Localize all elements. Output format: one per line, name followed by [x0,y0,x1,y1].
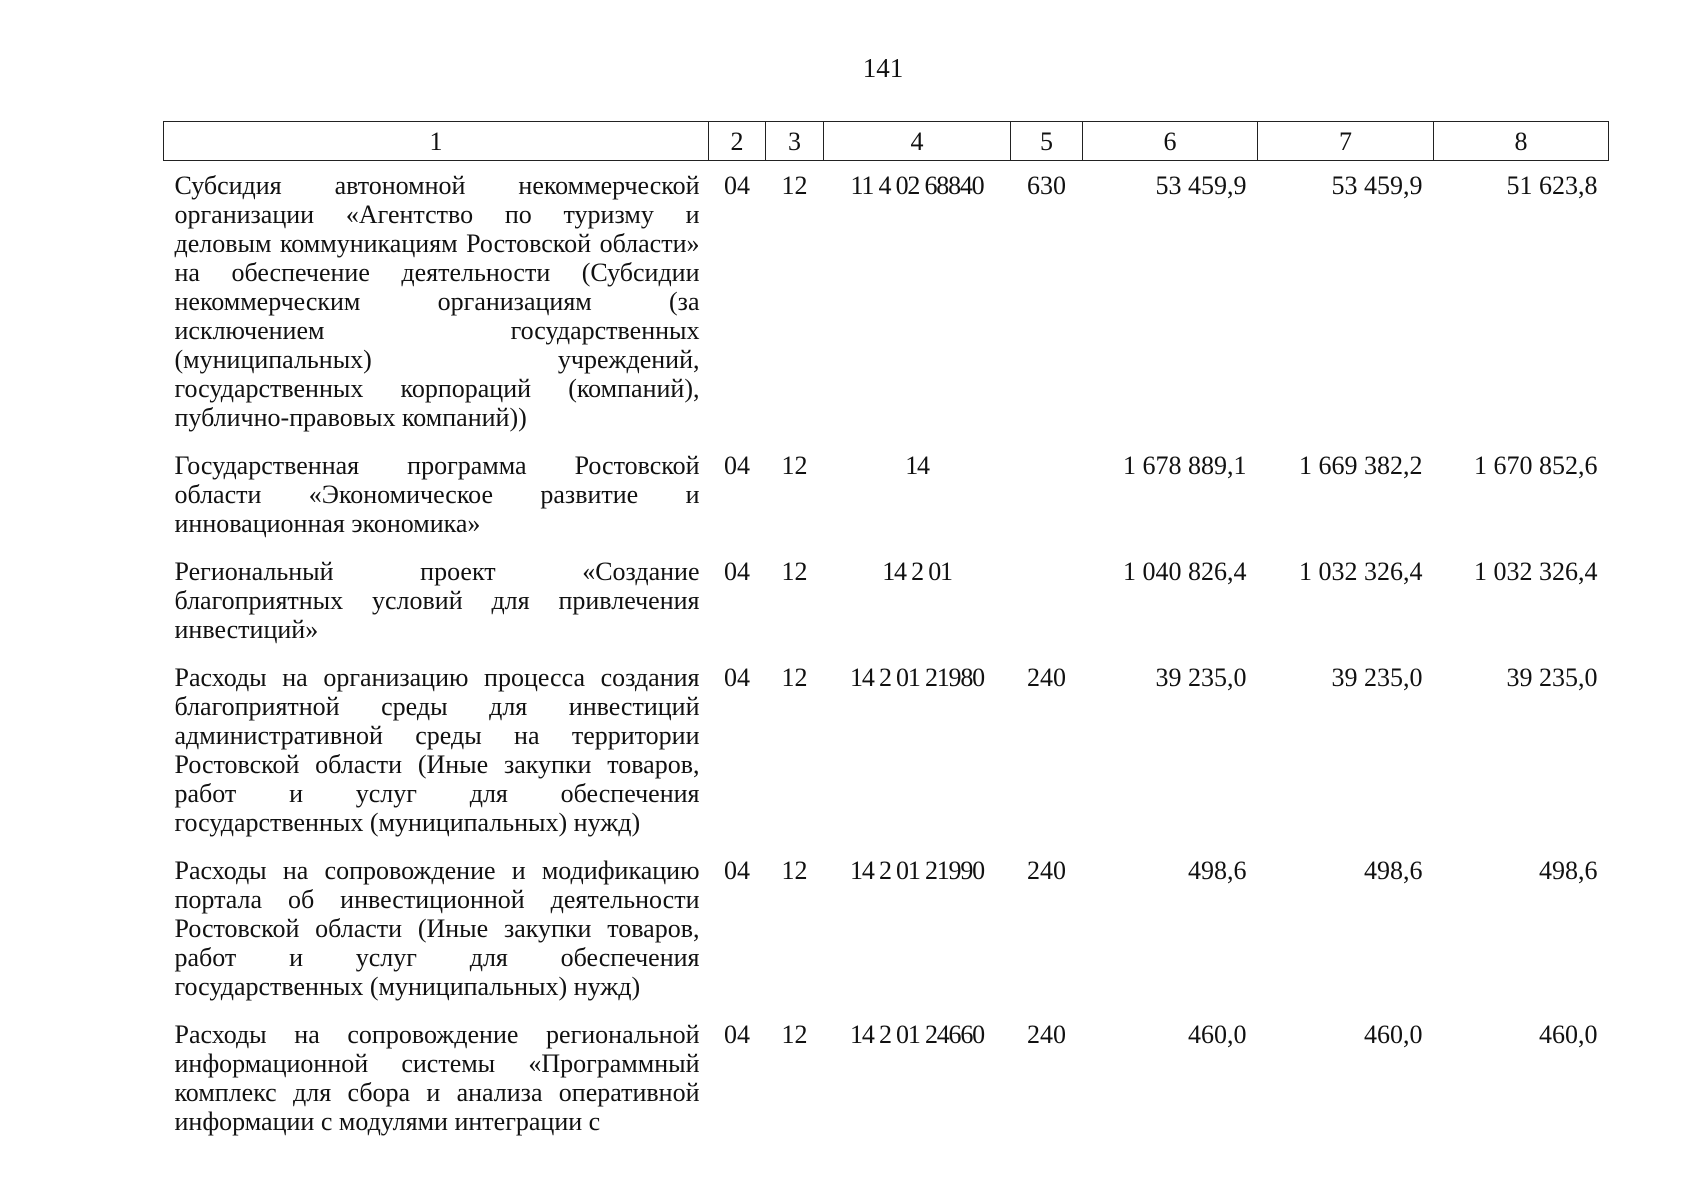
target-article-code: 14 2 01 [882,557,952,586]
amount-year-1: 1 678 889,1 [1123,451,1247,480]
subsection-code: 12 [781,1020,808,1049]
target-article-code: 11 4 02 68840 [850,171,984,200]
table-row [164,1012,1609,1147]
expense-type-code: 240 [1027,1020,1066,1049]
row-description: Расходы на организацию процесса создания благоприятной среды для инвестиций административной среды на территории Ростовской области (Иные закупки товаров, работ и услуг для обеспечения государственных (муниципальных) нужд) [174,663,700,837]
amount-year-2: 53 459,9 [1331,171,1423,200]
amount-year-2: 39 235,0 [1331,663,1423,692]
table-header [164,122,1609,161]
subsection-code: 12 [781,856,808,885]
amount-year-2: 1 669 382,2 [1299,451,1423,480]
column-header-4: 4 [824,122,1011,161]
section-code: 04 [724,451,750,480]
column-header-3: 3 [766,122,824,161]
section-code: 04 [724,171,750,200]
amount-year-2: 460,0 [1364,1020,1423,1049]
section-code: 04 [724,663,750,692]
amount-year-3: 1 670 852,6 [1474,451,1598,480]
row-description: Государственная программа Ростовской области «Экономическое развитие и инновационная экономика» [174,451,700,538]
subsection-code: 12 [781,171,808,200]
column-header-6: 6 [1083,122,1258,161]
section-code: 04 [724,856,750,885]
amount-year-3: 39 235,0 [1506,663,1598,692]
row-description: Региональный проект «Создание благоприятных условий для привлечения инвестиций» [174,557,700,644]
row-description: Расходы на сопровождение региональной информационной системы «Программный комплекс для сбора и анализа оперативной информации с модулями интеграции с [174,1020,700,1136]
expense-type-code: 240 [1027,856,1066,885]
target-article-code: 14 [905,451,929,480]
expense-type-code: 240 [1027,663,1066,692]
subsection-code: 12 [781,451,808,480]
amount-year-1: 1 040 826,4 [1123,557,1247,586]
column-header-7: 7 [1258,122,1434,161]
section-code: 04 [724,1020,750,1049]
target-article-code: 14 2 01 21980 [850,663,984,692]
amount-year-1: 460,0 [1188,1020,1247,1049]
amount-year-1: 53 459,9 [1155,171,1247,200]
amount-year-3: 460,0 [1539,1020,1598,1049]
row-description: Субсидия автономной некоммерческой организации «Агентство по туризму и деловым коммуникациям Ростовской области» на обеспечение деятельности (Субсидии некоммерческим организациям (за исключением государственных (муниципальных) учреждений, государственных корпораций (компаний), публично-правовых компаний)) [174,171,700,432]
table-row [164,655,1609,848]
amount-year-2: 498,6 [1364,856,1423,885]
subsection-code: 12 [781,557,808,586]
expense-type-code: 630 [1027,171,1066,200]
section-code: 04 [724,557,750,586]
amount-year-2: 1 032 326,4 [1299,557,1423,586]
amount-year-3: 51 623,8 [1506,171,1598,200]
table-row [164,161,1609,444]
amount-year-3: 498,6 [1539,856,1598,885]
table-body [164,161,1609,1148]
table-row [164,549,1609,655]
budget-table [163,121,1609,1147]
target-article-code: 14 2 01 24660 [850,1020,984,1049]
column-header-1: 1 [164,122,709,161]
header-row [164,122,1609,161]
column-header-8: 8 [1434,122,1609,161]
expense-type-code [1011,549,1083,655]
subsection-code: 12 [781,663,808,692]
page-number: 141 [862,53,904,83]
amount-year-1: 498,6 [1188,856,1247,885]
column-header-2: 2 [709,122,766,161]
amount-year-3: 1 032 326,4 [1474,557,1598,586]
row-description: Расходы на сопровождение и модификацию портала об инвестиционной деятельности Ростовской области (Иные закупки товаров, работ и услуг для обеспечения государственных (муниципальных) нужд) [174,856,700,1001]
table-row [164,443,1609,549]
column-header-5: 5 [1011,122,1083,161]
amount-year-1: 39 235,0 [1155,663,1247,692]
expense-type-code [1011,443,1083,549]
target-article-code: 14 2 01 21990 [850,856,984,885]
table-row [164,848,1609,1012]
